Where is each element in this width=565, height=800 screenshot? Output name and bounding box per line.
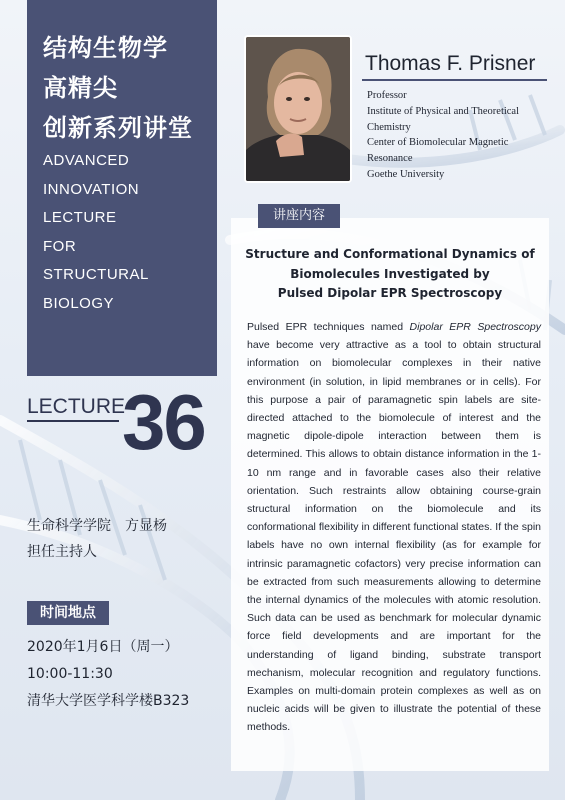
abstract-text bbox=[247, 318, 541, 737]
talk-title-line: Biomolecules Investigated by bbox=[290, 266, 490, 281]
talk-title-line: Pulsed Dipolar EPR Spectroscopy bbox=[277, 286, 503, 300]
series-title-english bbox=[43, 147, 213, 318]
affiliation-line: Professor bbox=[367, 90, 407, 101]
series-title-en-line: BIOLOGY bbox=[43, 294, 115, 312]
host-line: 担任主持人 bbox=[27, 544, 97, 560]
series-title-line: 高精尖 bbox=[43, 74, 118, 102]
abstract-lead: Pulsed EPR techniques named bbox=[247, 321, 410, 333]
series-title-en-line: ADVANCED bbox=[43, 152, 130, 169]
time-place-info bbox=[27, 634, 189, 715]
series-title-line: 创新系列讲堂 bbox=[43, 114, 193, 142]
host-info bbox=[27, 513, 167, 565]
affiliation-line: Center of Biomolecular Magnetic Resonance bbox=[367, 137, 509, 165]
talk-title bbox=[236, 245, 544, 304]
series-title-en-line: STRUCTURAL bbox=[43, 266, 149, 283]
section-label: 讲座内容 bbox=[258, 204, 340, 228]
speaker-photo bbox=[244, 35, 352, 183]
abstract-italic-term: Dipolar EPR Spectroscopy bbox=[409, 321, 541, 333]
event-location: 清华大学医学科学楼B323 bbox=[27, 693, 190, 709]
speaker-affiliation bbox=[367, 88, 552, 183]
series-title-chinese bbox=[43, 28, 213, 148]
lecture-number: 36 bbox=[122, 378, 205, 466]
lecture-underline bbox=[27, 420, 119, 422]
series-title-en-line: FOR bbox=[43, 237, 77, 255]
series-title-line: 结构生物学 bbox=[43, 34, 168, 62]
talk-title-line: Structure and Conformational Dynamics of bbox=[245, 247, 535, 261]
abstract-body: have become very attractive as a tool to obtain structural information on biomolecular complexes in their native environment (in solution, in lipid membranes or in cells). For this purpose a pair of paramagnetic spin labels are site-directed attached to the biomolecule of interest and the magnetic dipole-dipole interaction between them is determined. This allows to obtain distance information in the 1-10 nm range and in favorable cases also their relative orientation. Such restraints allow obtaining course-grain structural information on the biomolecule and its conformational flexibility in different functional states. If the spin labels have no own internal flexibility (as for example for intrinsic paramagnetic cofactors) very precise information can be extracted from such measurements allowing to determine the internal dynamics of the molecules with atomic resolution. Such data can be used as benchmark for molecular dynamic force field developments and are important for the understanding of ligand binding, substrate transport mechanism, molecular recognition and regulatory functions. Examples on multi-domain protein complexes as well as on nucleic acids will be given to illustrate the potential of these methods. bbox=[247, 339, 541, 734]
series-title-en-line: LECTURE bbox=[43, 209, 117, 226]
lecture-label: LECTURE bbox=[27, 395, 126, 418]
time-place-label: 时间地点 bbox=[27, 601, 109, 625]
event-date: 2020年1月6日（周一） bbox=[27, 639, 179, 655]
event-time: 10:00-11:30 bbox=[27, 666, 113, 682]
host-line: 生命科学学院 方显杨 bbox=[27, 518, 167, 534]
affiliation-line: Institute of Physical and Theoretical Chemistry bbox=[367, 105, 520, 133]
speaker-name-rule bbox=[362, 79, 547, 81]
speaker-name: Thomas F. Prisner bbox=[365, 52, 536, 75]
series-title-en-line: INNOVATION bbox=[43, 180, 140, 198]
affiliation-line: Goethe University bbox=[367, 168, 445, 180]
